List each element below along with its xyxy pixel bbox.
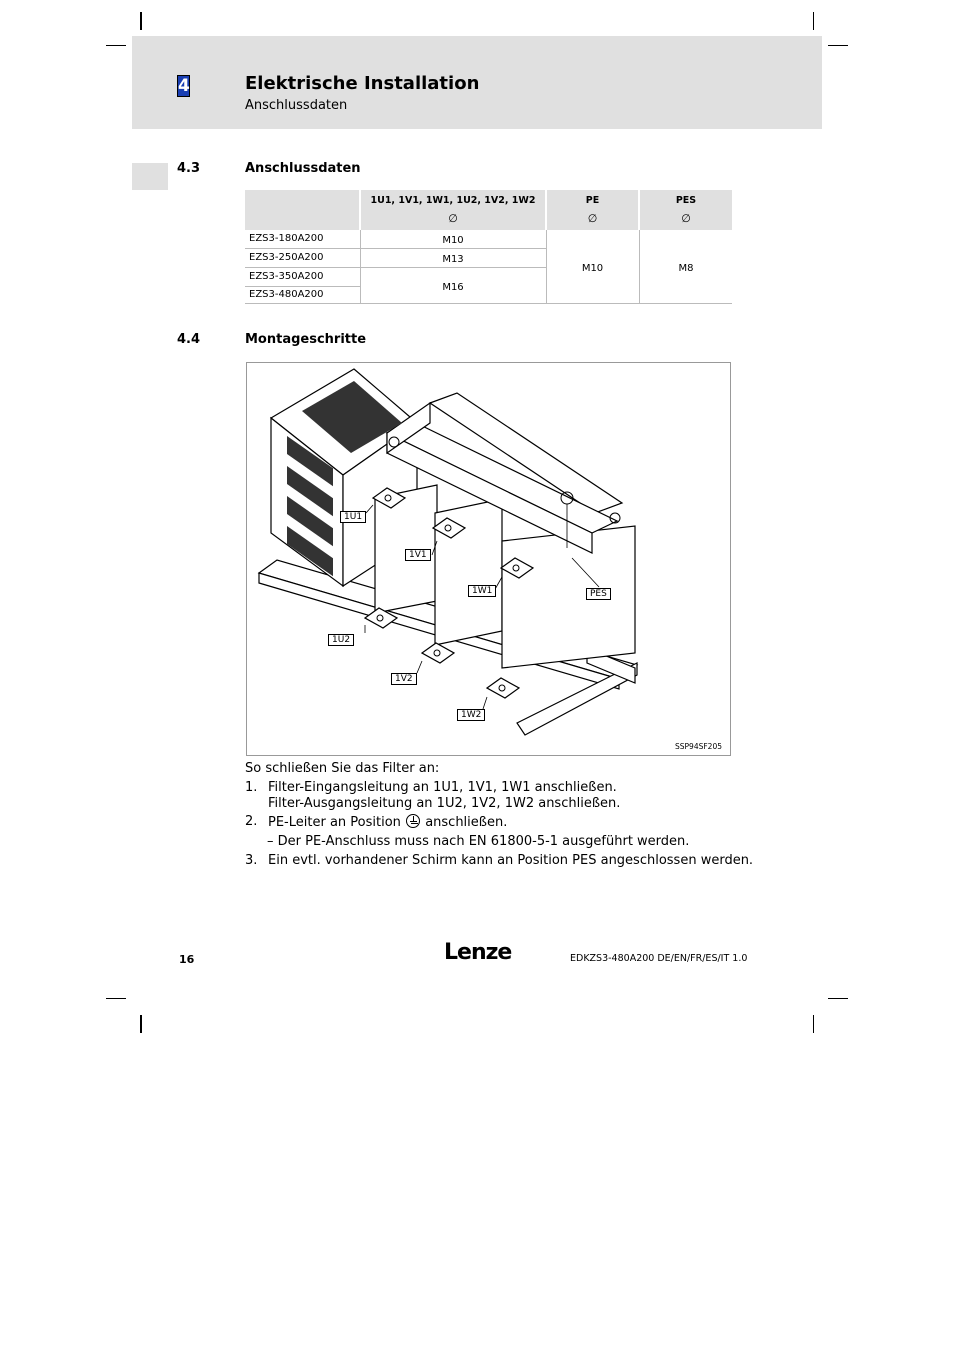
pes-size: M8: [678, 263, 694, 274]
step-text: Ein evtl. vorhandener Schirm kann an Position PES angeschlossen werden.: [268, 853, 754, 868]
table-row-model: EZS3-350A200: [249, 271, 324, 282]
chapter-subtitle: Anschlussdaten: [245, 98, 348, 113]
filter-assembly-figure: [246, 362, 731, 756]
page-number: 16: [179, 953, 195, 966]
terminal-size: M10: [442, 235, 464, 246]
step-text: Filter-Eingangsleitung an 1U1, 1V1, 1W1 anschließen.: [268, 780, 617, 795]
label-pes: PES: [586, 588, 611, 600]
table-row-model: EZS3-250A200: [249, 252, 324, 263]
step-text-after: anschließen.: [425, 815, 508, 830]
connection-data-table: [245, 190, 732, 304]
header-label: PE: [585, 195, 600, 206]
table-header-pe: [547, 190, 638, 230]
page-header: [132, 36, 822, 129]
crop-mark: [140, 12, 142, 30]
table-header-empty: [245, 190, 359, 230]
step-text: [268, 814, 507, 831]
crop-mark: [828, 998, 848, 999]
crop-mark: [828, 45, 848, 46]
section-number: 4.3: [177, 161, 201, 176]
earth-ground-icon: [406, 814, 420, 828]
label-1v2: 1V2: [391, 673, 417, 685]
sub-item: – Der PE-Anschluss muss nach EN 61800-5-1 ausgeführt werden.: [267, 834, 690, 849]
label-1u1: 1U1: [340, 511, 366, 523]
section-number: 4.4: [177, 332, 201, 347]
section-title: Montageschritte: [245, 332, 367, 347]
lenze-logo: Lenze: [444, 940, 512, 965]
step-text: Filter-Ausgangsleitung an 1U2, 1V2, 1W2 anschließen.: [268, 796, 621, 811]
crop-mark: [813, 12, 814, 30]
step-text-before: PE-Leiter an Position: [268, 815, 401, 830]
header-label: PES: [675, 195, 697, 206]
crop-mark: [106, 998, 126, 999]
table-row-model: EZS3-480A200: [249, 289, 324, 300]
step-number: 3.: [245, 853, 258, 868]
crop-mark: [106, 45, 126, 46]
diameter-symbol: ∅: [587, 212, 598, 225]
document-reference: EDKZS3-480A200 DE/EN/FR/ES/IT 1.0: [570, 953, 748, 964]
chapter-number: 4: [178, 76, 190, 96]
table-header-pes: [640, 190, 732, 230]
terminal-size: M16: [442, 282, 464, 293]
label-1u2: 1U2: [328, 634, 354, 646]
diameter-symbol: ∅: [681, 212, 691, 225]
step-number: 1.: [245, 780, 258, 795]
diameter-symbol: ∅: [448, 212, 458, 225]
header-label: 1U1, 1V1, 1W1, 1U2, 1V2, 1W2: [370, 195, 536, 206]
crop-mark: [813, 1015, 814, 1033]
pe-size: M10: [581, 263, 604, 274]
section-title: Anschlussdaten: [245, 161, 361, 176]
terminal-size: M13: [442, 254, 464, 265]
filter-drawing: [247, 363, 732, 757]
side-tab: [132, 163, 168, 190]
step-number: 2.: [245, 814, 258, 829]
instructions-intro: So schließen Sie das Filter an:: [245, 761, 440, 776]
label-1v1: 1V1: [405, 549, 431, 561]
table-row-model: EZS3-180A200: [249, 233, 324, 244]
table-header-terminals: [361, 190, 545, 230]
chapter-title: Elektrische Installation: [245, 73, 480, 94]
figure-id: SSP94SF205: [675, 742, 722, 751]
label-1w2: 1W2: [457, 709, 485, 721]
label-1w1: 1W1: [468, 585, 496, 597]
crop-mark: [140, 1015, 142, 1033]
